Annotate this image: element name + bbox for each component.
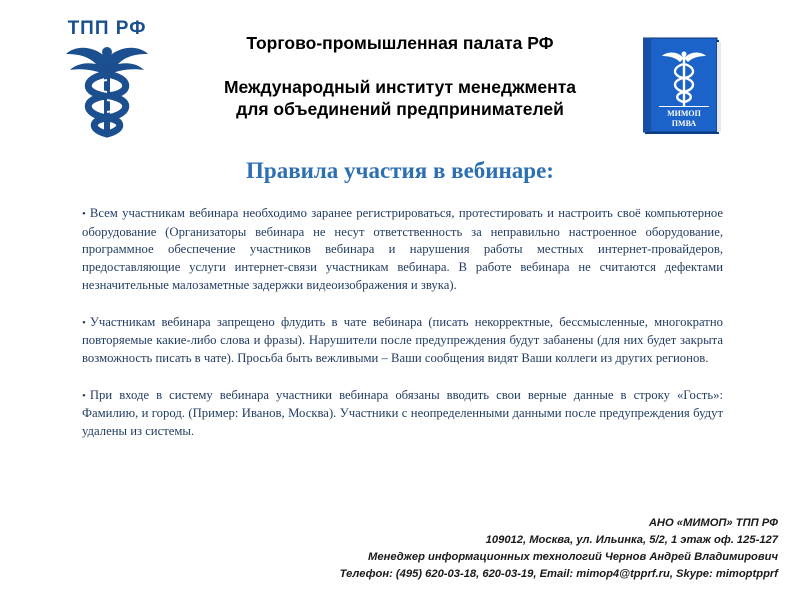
book-label-line1: МИМОП — [667, 109, 701, 118]
rule-text: Всем участникам вебинара необходимо заранее регистрироваться, протестировать и настроить своё компьютерное оборудование (Организаторы вебинара не несут ответственность за неправильно настроенное оборудование, программное обеспечение участников вебинара и нарушения работы местных интернет-провайдеров, предоставляющие услуги интернет-связи участникам вебинара. В работе вебинара не считаются дефектами незначительные малозаметные задержки видеоизображения и звука). — [82, 206, 723, 292]
footer-address: 109012, Москва, ул. Ильинка, 5/2, 1 этаж оф. 125-127 — [485, 534, 778, 546]
book-label-line2: ПМВА — [671, 119, 697, 128]
institute-title-line2: для объединений предпринимателей — [236, 99, 564, 119]
rules-list — [82, 205, 723, 460]
footer-manager: Менеджер информационных технологий Чернов Андрей Владимирович — [368, 551, 778, 563]
organization-title: Торгово-промышленная палата РФ — [246, 33, 554, 53]
mimop-book-logo — [643, 36, 723, 136]
logo-text: ТПП РФ — [67, 18, 147, 39]
rule-text: Участникам вебинара запрещено флудить в чате вебинара (писать некорректные, бессмысленные, многократно повторяемые какие-либо слова и фразы). Нарушители после предупреждения будут забанены (для них будет закрыта возможность писать в чате). Просьба быть вежливыми – Ваши сообщения видят Ваши коллеги из других регионов. — [82, 314, 723, 365]
footer-org: АНО «МИМОП» ТПП РФ — [648, 517, 778, 529]
institute-title-line1: Международный институт менеджмента — [223, 77, 577, 97]
rule-item — [82, 314, 723, 368]
page-header — [150, 32, 650, 120]
contact-footer — [218, 515, 778, 583]
bullet-icon: • — [82, 208, 86, 220]
caduceus-icon — [62, 40, 152, 138]
footer-contacts: Телефон: (495) 620-03-18, 620-03-19, Email: mimop4@tpprf.ru, Skype: mimoptpprf — [339, 568, 778, 580]
rule-item — [82, 205, 723, 295]
rules-title: Правила участия в вебинаре: — [246, 158, 554, 183]
rule-text: При входе в систему вебинара участники вебинара обязаны вводить свои верные данные в строку «Гость»: Фамилию, и город. (Пример: Иванов, Москва). Участники с неопределенными данными после предупреждения будут удалены из системы. — [82, 387, 723, 439]
rule-item — [82, 387, 723, 441]
tpp-logo — [56, 18, 158, 140]
book-icon — [643, 36, 723, 136]
bullet-icon: • — [82, 316, 86, 329]
bullet-icon: • — [82, 389, 86, 402]
